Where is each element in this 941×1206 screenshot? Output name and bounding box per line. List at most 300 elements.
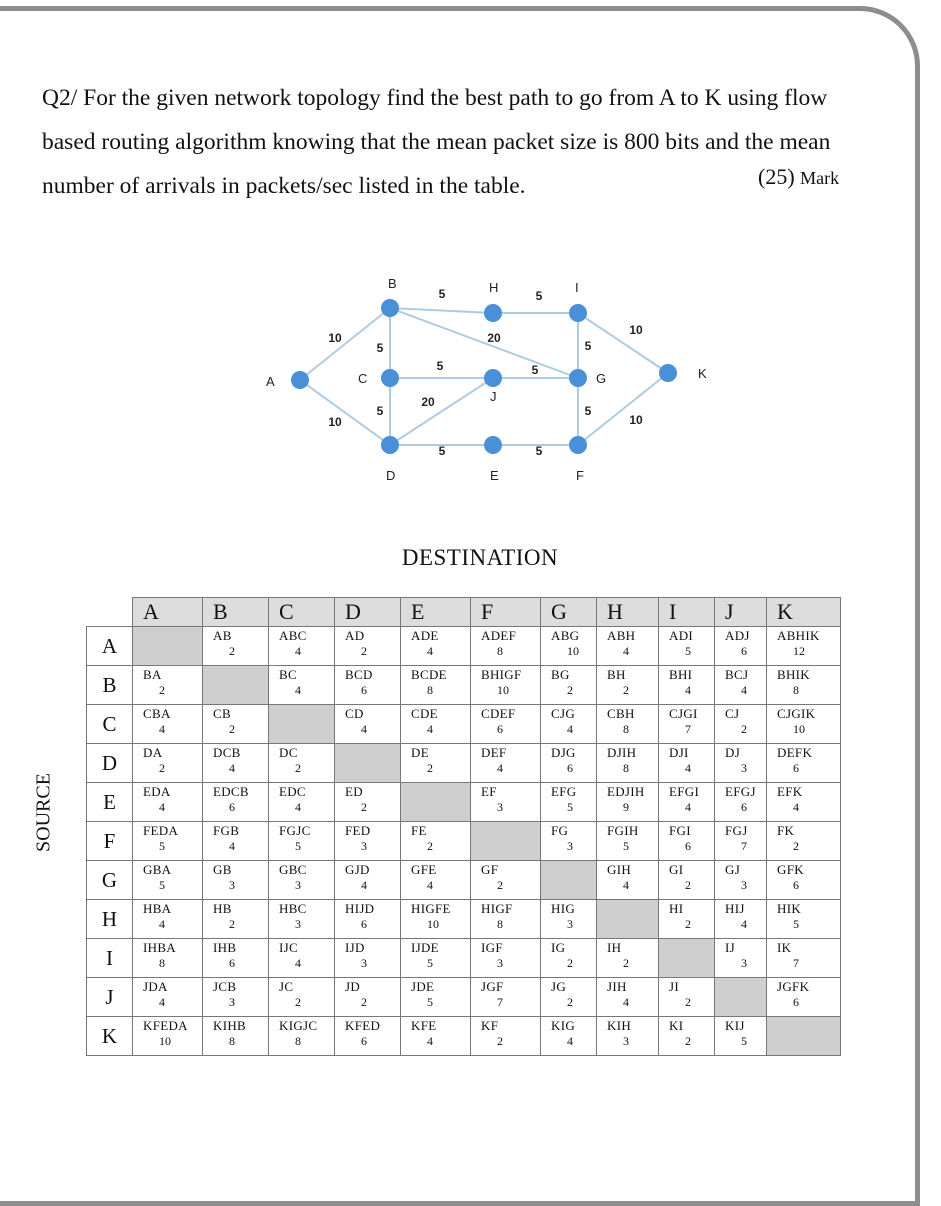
- cell-path: BHIK: [777, 667, 810, 682]
- table-cell: [269, 744, 335, 783]
- node-f: [569, 436, 587, 454]
- cell-path: GB: [213, 862, 232, 877]
- link-weight-h-i: 5: [535, 289, 543, 303]
- marks-unit: Mark: [800, 168, 840, 188]
- cell-path: GJD: [345, 862, 370, 877]
- question-line-2: based routing algorithm knowing that the mean packet size is 800 bits and the mean: [42, 129, 831, 155]
- cell-path: HIGFE: [411, 901, 451, 916]
- cell-value: 2: [685, 878, 691, 892]
- cell-path: ABG: [551, 628, 580, 643]
- link-d-j: [390, 378, 493, 445]
- cell-path: ADE: [411, 628, 439, 643]
- node-h: [484, 304, 502, 322]
- cell-path: BCJ: [725, 667, 749, 682]
- cell-path: JC: [279, 979, 294, 994]
- cell-path: FGIH: [607, 823, 639, 838]
- cell-value: 9: [623, 800, 629, 814]
- table-cell: [401, 861, 471, 900]
- cell-path: KIH: [607, 1018, 632, 1033]
- cell-value: 2: [361, 800, 367, 814]
- table-cell: [715, 705, 767, 744]
- table-cell: [269, 783, 335, 822]
- cell-path: EFGI: [669, 784, 700, 799]
- cell-path: BHI: [669, 667, 693, 682]
- table-cell: [767, 783, 841, 822]
- link-weight-a-d: 10: [328, 415, 342, 429]
- table-cell: [269, 627, 335, 666]
- table-cell: [203, 939, 269, 978]
- cell-value: 4: [623, 878, 629, 892]
- cell-path: DEF: [481, 745, 507, 760]
- row-header-a: A: [87, 627, 133, 666]
- diagonal-cell: [659, 939, 715, 978]
- cell-path: JGF: [481, 979, 504, 994]
- table-cell: [203, 744, 269, 783]
- cell-path: IK: [777, 940, 792, 955]
- link-weight-c-d: 5: [376, 404, 384, 418]
- table-cell: [335, 1017, 401, 1056]
- cell-path: CJGI: [669, 706, 698, 721]
- table-cell: [401, 822, 471, 861]
- marks-value: (25): [758, 164, 795, 189]
- topology-edges: [300, 308, 668, 445]
- diagonal-cell: [401, 783, 471, 822]
- table-cell: [133, 822, 203, 861]
- cell-value: 2: [427, 839, 433, 853]
- link-weight-a-b: 10: [328, 331, 342, 345]
- table-cell: [715, 627, 767, 666]
- cell-path: FEDA: [143, 823, 179, 838]
- table-cell: [269, 822, 335, 861]
- cell-value: 4: [685, 683, 691, 697]
- cell-path: EDCB: [213, 784, 249, 799]
- cell-value: 8: [623, 761, 629, 775]
- cell-value: 3: [361, 956, 367, 970]
- row-header-f: F: [87, 822, 133, 861]
- cell-value: 6: [361, 683, 367, 697]
- cell-path: KFE: [411, 1018, 437, 1033]
- table-cell: [133, 783, 203, 822]
- cell-path: KFED: [345, 1018, 381, 1033]
- table-cell: [203, 1017, 269, 1056]
- cell-value: 6: [361, 917, 367, 931]
- table-cell: [659, 861, 715, 900]
- table-cell: [471, 939, 541, 978]
- cell-value: 5: [567, 800, 573, 814]
- cell-path: BCDE: [411, 667, 447, 682]
- row-header-g: G: [87, 861, 133, 900]
- node-c: [381, 369, 399, 387]
- column-header-c: C: [269, 598, 335, 627]
- table-row: [87, 1017, 841, 1056]
- cell-path: FE: [411, 823, 427, 838]
- cell-path: IJC: [279, 940, 298, 955]
- cell-path: DJIH: [607, 745, 637, 760]
- cell-path: GBA: [143, 862, 172, 877]
- cell-value: 4: [741, 917, 747, 931]
- cell-path: BH: [607, 667, 626, 682]
- table-cell: [715, 744, 767, 783]
- link-weight-b-c: 5: [376, 341, 384, 355]
- cell-value: 7: [741, 839, 747, 853]
- cell-value: 7: [685, 722, 691, 736]
- cell-value: 6: [793, 995, 799, 1009]
- cell-path: CB: [213, 706, 231, 721]
- row-header-j: J: [87, 978, 133, 1017]
- table-cell: [541, 666, 597, 705]
- cell-value: 2: [159, 761, 165, 775]
- table-cell: [203, 627, 269, 666]
- cell-path: IHB: [213, 940, 237, 955]
- table-cell: [401, 705, 471, 744]
- table-cell: [133, 900, 203, 939]
- table-cell: [335, 627, 401, 666]
- cell-value: 3: [229, 995, 235, 1009]
- cell-path: GI: [669, 862, 684, 877]
- table-cell: [133, 861, 203, 900]
- cell-value: 4: [295, 956, 301, 970]
- table-cell: [659, 627, 715, 666]
- network-topology-diagram: [250, 270, 730, 490]
- cell-value: 2: [159, 683, 165, 697]
- cell-path: IJ: [725, 940, 735, 955]
- question-line-1: Q2/ For the given network topology find the best path to go from A to K using flow: [42, 85, 828, 111]
- cell-path: EFG: [551, 784, 577, 799]
- cell-path: BG: [551, 667, 570, 682]
- cell-value: 3: [295, 878, 301, 892]
- link-weight-i-k: 10: [629, 323, 643, 337]
- cell-path: DCB: [213, 745, 241, 760]
- table-row: [87, 861, 841, 900]
- cell-path: HBC: [279, 901, 307, 916]
- table-cell: [471, 861, 541, 900]
- cell-path: IJDE: [411, 940, 439, 955]
- cell-value: 4: [427, 1034, 433, 1048]
- table-cell: [597, 666, 659, 705]
- cell-value: 3: [741, 761, 747, 775]
- table-cell: [715, 900, 767, 939]
- table-cell: [471, 666, 541, 705]
- cell-value: 2: [685, 917, 691, 931]
- cell-value: 6: [685, 839, 691, 853]
- table-row: [87, 900, 841, 939]
- column-header-e: E: [401, 598, 471, 627]
- cell-value: 4: [159, 800, 165, 814]
- row-header-i: I: [87, 939, 133, 978]
- node-j: [484, 369, 502, 387]
- cell-value: 4: [229, 761, 235, 775]
- table-cell: [401, 939, 471, 978]
- table-cell: [133, 666, 203, 705]
- column-header-f: F: [471, 598, 541, 627]
- cell-value: 4: [295, 800, 301, 814]
- destination-title: DESTINATION: [401, 545, 559, 570]
- table-cell: [597, 861, 659, 900]
- cell-path: ADJ: [725, 628, 750, 643]
- cell-path: JD: [345, 979, 361, 994]
- cell-value: 6: [229, 800, 235, 814]
- cell-path: IHBA: [143, 940, 176, 955]
- table-cell: [471, 900, 541, 939]
- row-header-e: E: [87, 783, 133, 822]
- table-cell: [335, 783, 401, 822]
- cell-value: 4: [685, 761, 691, 775]
- table-cell: [715, 666, 767, 705]
- link-b-g: [390, 308, 578, 378]
- cell-value: 2: [567, 956, 573, 970]
- table-cell: [659, 666, 715, 705]
- cell-value: 2: [567, 995, 573, 1009]
- table-cell: [335, 705, 401, 744]
- link-b-h: [390, 308, 493, 313]
- cell-value: 10: [497, 683, 509, 697]
- cell-value: 2: [295, 761, 301, 775]
- cell-value: 10: [567, 644, 579, 658]
- cell-path: BC: [279, 667, 297, 682]
- cell-path: CJGIK: [777, 706, 816, 721]
- cell-path: AD: [345, 628, 365, 643]
- table-cell: [269, 900, 335, 939]
- table-cell: [401, 900, 471, 939]
- cell-value: 4: [295, 644, 301, 658]
- cell-path: CDE: [411, 706, 438, 721]
- cell-path: EFK: [777, 784, 803, 799]
- table-cell: [335, 861, 401, 900]
- cell-value: 2: [427, 761, 433, 775]
- cell-value: 4: [295, 683, 301, 697]
- cell-path: FK: [777, 823, 795, 838]
- diagonal-cell: [767, 1017, 841, 1056]
- table-cell: [203, 861, 269, 900]
- cell-value: 5: [793, 917, 799, 931]
- node-label-e: E: [490, 468, 499, 483]
- cell-value: 3: [741, 878, 747, 892]
- cell-value: 3: [567, 917, 573, 931]
- table-cell: [597, 744, 659, 783]
- link-weight-i-g: 5: [584, 339, 592, 353]
- cell-path: KI: [669, 1018, 684, 1033]
- cell-path: KFEDA: [143, 1018, 188, 1033]
- table-cell: [471, 744, 541, 783]
- table-cell: [269, 1017, 335, 1056]
- table-cell: [203, 900, 269, 939]
- column-header-k: K: [767, 598, 841, 627]
- table-cell: [471, 783, 541, 822]
- table-cell: [335, 939, 401, 978]
- cell-value: 12: [793, 644, 805, 658]
- table-cell: [597, 705, 659, 744]
- table-cell: [659, 705, 715, 744]
- table-cell: [597, 978, 659, 1017]
- table-cell: [335, 900, 401, 939]
- cell-value: 4: [159, 995, 165, 1009]
- cell-path: GFK: [777, 862, 804, 877]
- table-cell: [767, 744, 841, 783]
- cell-value: 3: [361, 839, 367, 853]
- table-cell: [471, 705, 541, 744]
- cell-value: 2: [685, 1034, 691, 1048]
- table-cell: [269, 978, 335, 1017]
- cell-value: 2: [623, 956, 629, 970]
- column-header-g: G: [541, 598, 597, 627]
- cell-value: 6: [793, 878, 799, 892]
- table-cell: [715, 1017, 767, 1056]
- column-header-j: J: [715, 598, 767, 627]
- link-weight-b-h: 5: [438, 287, 446, 301]
- cell-path: HIG: [551, 901, 576, 916]
- node-label-g: G: [596, 371, 607, 386]
- cell-value: 3: [623, 1034, 629, 1048]
- table-cell: [541, 744, 597, 783]
- table-cell: [401, 744, 471, 783]
- table-cell: [203, 822, 269, 861]
- cell-path: GBC: [279, 862, 307, 877]
- table-cell: [597, 939, 659, 978]
- table-cell: [597, 1017, 659, 1056]
- cell-value: 5: [427, 995, 433, 1009]
- cell-value: 4: [427, 878, 433, 892]
- node-label-k: K: [698, 366, 707, 381]
- table-cell: [269, 666, 335, 705]
- column-header-b: B: [203, 598, 269, 627]
- table-cell: [541, 1017, 597, 1056]
- cell-path: CJG: [551, 706, 576, 721]
- cell-value: 8: [159, 956, 165, 970]
- table-cell: [659, 900, 715, 939]
- table-cell: [541, 900, 597, 939]
- cell-path: DA: [143, 745, 163, 760]
- cell-path: JCB: [213, 979, 237, 994]
- cell-path: AB: [213, 628, 232, 643]
- cell-path: KIJ: [725, 1018, 745, 1033]
- cell-value: 5: [159, 878, 165, 892]
- link-weight-d-j: 20: [421, 395, 435, 409]
- cell-path: CBA: [143, 706, 171, 721]
- cell-value: 2: [229, 644, 235, 658]
- cell-path: JDE: [411, 979, 435, 994]
- question-line-3: number of arrivals in packets/sec listed in the table.: [42, 173, 526, 199]
- cell-path: KIGJC: [279, 1018, 318, 1033]
- cell-value: 4: [361, 878, 367, 892]
- cell-value: 5: [159, 839, 165, 853]
- table-row: [87, 978, 841, 1017]
- cell-path: HIGF: [481, 901, 513, 916]
- cell-path: DJG: [551, 745, 576, 760]
- table-cell: [335, 822, 401, 861]
- cell-path: IG: [551, 940, 566, 955]
- cell-value: 3: [741, 956, 747, 970]
- table-cell: [401, 627, 471, 666]
- table-cell: [659, 1017, 715, 1056]
- cell-path: HBA: [143, 901, 172, 916]
- cell-value: 4: [793, 800, 799, 814]
- cell-value: 3: [295, 917, 301, 931]
- cell-value: 6: [567, 761, 573, 775]
- cell-path: KIHB: [213, 1018, 246, 1033]
- table-cell: [597, 822, 659, 861]
- table-cell: [767, 939, 841, 978]
- link-weight-g-f: 5: [584, 404, 592, 418]
- cell-value: 5: [623, 839, 629, 853]
- table-row: [87, 627, 841, 666]
- cell-value: 4: [159, 917, 165, 931]
- table-cell: [767, 666, 841, 705]
- cell-value: 4: [623, 644, 629, 658]
- link-f-k: [578, 373, 668, 445]
- cell-path: CDEF: [481, 706, 516, 721]
- cell-value: 2: [361, 995, 367, 1009]
- table-cell: [597, 783, 659, 822]
- table-cell: [471, 978, 541, 1017]
- diagonal-cell: [269, 705, 335, 744]
- cell-path: IJD: [345, 940, 365, 955]
- cell-value: 2: [229, 917, 235, 931]
- table-cell: [401, 666, 471, 705]
- table-cell: [269, 861, 335, 900]
- cell-path: CJ: [725, 706, 740, 721]
- cell-path: HIJD: [345, 901, 375, 916]
- node-label-f: F: [576, 468, 584, 483]
- cell-path: DJ: [725, 745, 741, 760]
- column-header-a: A: [133, 598, 203, 627]
- topology-nodes: [266, 276, 707, 483]
- cell-value: 4: [623, 995, 629, 1009]
- cell-path: BHIGF: [481, 667, 522, 682]
- table-row: [87, 822, 841, 861]
- cell-path: EDJIH: [607, 784, 645, 799]
- link-weight-d-e: 5: [438, 444, 446, 458]
- diagonal-cell: [133, 627, 203, 666]
- cell-value: 2: [741, 722, 747, 736]
- cell-path: FGB: [213, 823, 240, 838]
- cell-value: 5: [741, 1034, 747, 1048]
- node-label-d: D: [386, 468, 396, 483]
- node-b: [381, 299, 399, 317]
- cell-path: KIG: [551, 1018, 576, 1033]
- cell-path: HB: [213, 901, 232, 916]
- cell-path: ABHIK: [777, 628, 820, 643]
- cell-path: HI: [669, 901, 684, 916]
- row-header-k: K: [87, 1017, 133, 1056]
- row-header-h: H: [87, 900, 133, 939]
- table-cell: [659, 822, 715, 861]
- cell-path: BCD: [345, 667, 373, 682]
- table-cell: [541, 783, 597, 822]
- table-cell: [269, 939, 335, 978]
- table-row: [87, 744, 841, 783]
- node-label-a: A: [266, 374, 275, 389]
- cell-value: 8: [497, 917, 503, 931]
- table-row: [87, 783, 841, 822]
- column-header-h: H: [597, 598, 659, 627]
- table-cell: [659, 783, 715, 822]
- cell-path: HIK: [777, 901, 802, 916]
- column-header-i: I: [659, 598, 715, 627]
- node-label-i: I: [575, 280, 579, 295]
- cell-path: KF: [481, 1018, 499, 1033]
- table-cell: [541, 627, 597, 666]
- routing-table: [86, 597, 841, 1056]
- diagonal-cell: [597, 900, 659, 939]
- cell-path: FED: [345, 823, 371, 838]
- cell-path: GIH: [607, 862, 632, 877]
- table-cell: [203, 978, 269, 1017]
- cell-path: ED: [345, 784, 363, 799]
- cell-value: 4: [361, 722, 367, 736]
- cell-value: 8: [793, 683, 799, 697]
- cell-path: HIJ: [725, 901, 745, 916]
- table-corner: [87, 598, 133, 627]
